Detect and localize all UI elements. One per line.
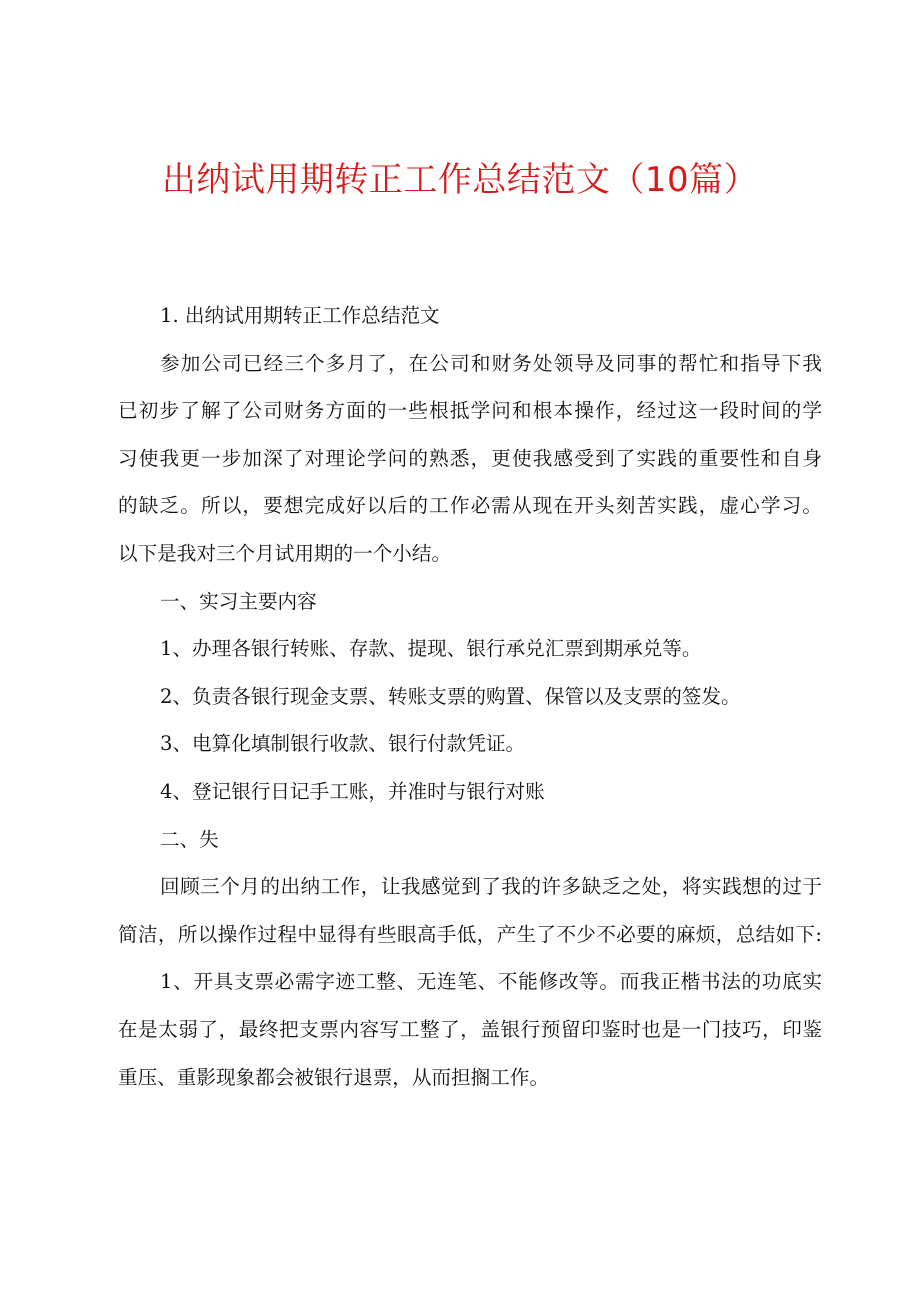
list-item-2: 2、负责各银行现金支票、转账支票的购置、保管以及支票的签发。 (160, 684, 741, 708)
paragraph-3-line-3: 重压、重影现象都会被银行退票，从而担搁工作。 (118, 1065, 550, 1089)
paragraph-1-line-4: 的缺乏。所以，要想完成好以后的工作必需从现在开头刻苦实践，虚心学习。 (118, 494, 822, 518)
paragraph-2-line-1: 回顾三个月的出纳工作，让我感觉到了我的许多缺乏之处，将实践想的过于 (160, 875, 822, 899)
paragraph-1-line-5: 以下是我对三个月试用期的一个小结。 (118, 541, 452, 565)
section-heading: 1. 出纳试用期转正工作总结范文 (160, 304, 440, 327)
paragraph-1-line-3: 习使我更一步加深了对理论学问的熟悉，更使我感受到了实践的重要性和自身 (118, 446, 822, 470)
heading-two: 二、失 (160, 827, 219, 851)
paragraph-2-line-2: 简洁，所以操作过程中显得有些眼高手低，产生了不少不必要的麻烦，总结如下: (118, 922, 822, 946)
document-body (118, 292, 822, 1101)
list-item-1: 1、办理各银行转账、存款、提现、银行承兑汇票到期承兑等。 (160, 637, 702, 661)
list-item-4: 4、登记银行日记手工账，并准时与银行对账 (160, 779, 545, 803)
paragraph-1-line-2: 已初步了解了公司财务方面的一些根抵学问和根本操作，经过这一段时间的学 (118, 399, 822, 423)
heading-one: 一、实习主要内容 (160, 589, 317, 613)
document-title: 出纳试用期转正工作总结范文（10篇） (161, 160, 759, 200)
paragraph-3-line-1: 1、开具支票必需字迹工整、无连笔、不能修改等。而我正楷书法的功底实 (160, 970, 822, 994)
list-item-3: 3、电算化填制银行收款、银行付款凭证。 (160, 732, 526, 756)
paragraph-1-line-1: 参加公司已经三个多月了，在公司和财务处领导及同事的帮忙和指导下我 (160, 351, 822, 375)
paragraph-3-line-2: 在是太弱了，最终把支票内容写工整了，盖银行预留印鉴时也是一门技巧，印鉴 (118, 1017, 822, 1041)
